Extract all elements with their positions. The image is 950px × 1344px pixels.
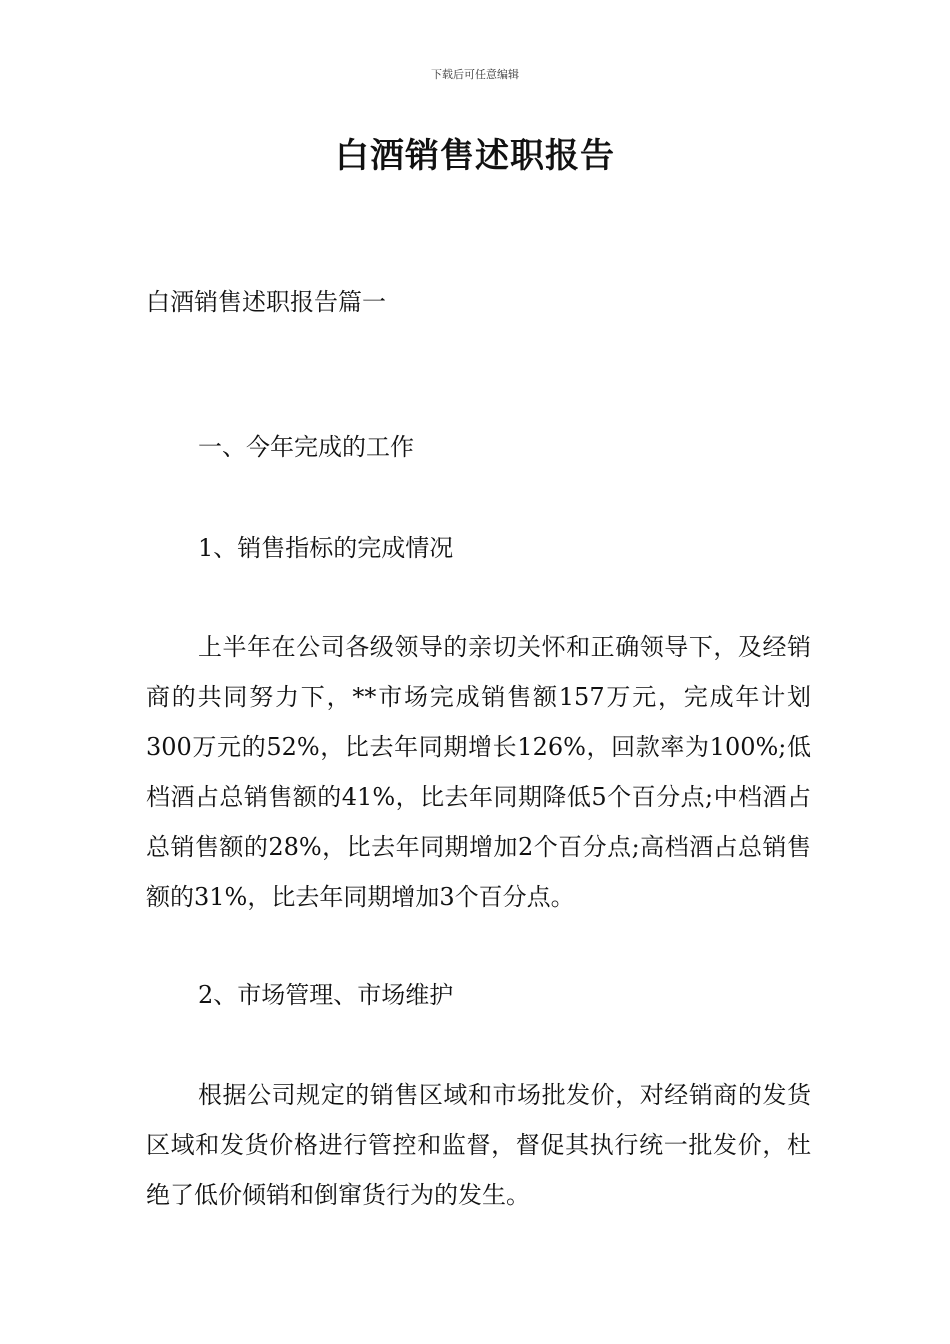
body-paragraph: 上半年在公司各级领导的亲切关怀和正确领导下，及经销商的共同努力下，**市场完成销售额157万元，完成年计划300万元的52%，比去年同期增长126%，回款率为100%;低档酒占总销售额的41%，比去年同期降低5个百分点;中档酒占总销售额的28%，比去年同期增加2个百分点;高档酒占总销售额的31%，比去年同期增加3个百分点。 [146,633,811,911]
header-note: 下载后可任意编辑 [431,68,519,81]
item-heading: 1、销售指标的完成情况 [198,534,454,562]
chapter-heading: 白酒销售述职报告篇一 [146,288,386,316]
document-title: 白酒销售述职报告 [335,136,615,176]
body-paragraph: 根据公司规定的销售区域和市场批发价，对经销商的发货区域和发货价格进行管控和监督，督促其执行统一批发价，杜绝了低价倾销和倒窜货行为的发生。 [146,1081,811,1209]
item-heading: 2、市场管理、市场维护 [198,981,454,1009]
section-heading: 一、今年完成的工作 [198,433,414,461]
